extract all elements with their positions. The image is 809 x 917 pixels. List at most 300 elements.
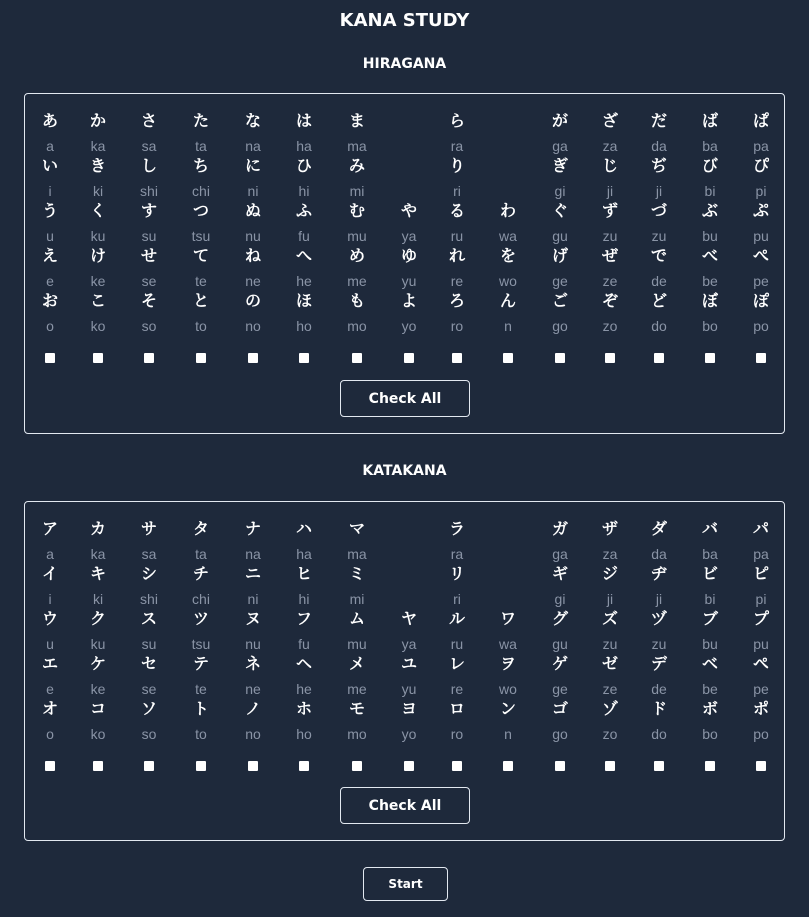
romaji-label: no [245,318,261,334]
katakana-column-checkbox[interactable] [654,761,664,771]
romaji-label: ku [90,228,106,244]
romaji-label: pu [753,636,769,652]
kana-char: ざ [601,111,618,130]
kana-char: ゆ [400,246,417,265]
romaji-label: mo [347,726,367,742]
kana-char: も [348,291,365,310]
romaji-label: gu [552,228,568,244]
hiragana-column [535,94,585,433]
kana-char: ツ [192,609,209,628]
hiragana-column-checkbox[interactable] [93,353,103,363]
romaji-label: zu [651,636,667,652]
romaji-label: a [46,138,54,154]
kana-char: お [41,291,58,310]
romaji-label: tsu [191,636,211,652]
romaji-label: ne [245,273,261,289]
kana-char: ぺ [752,246,769,265]
romaji-label: he [296,273,312,289]
kana-char: ほ [295,291,312,310]
romaji-label: me [347,273,367,289]
romaji-label: zu [651,228,667,244]
romaji-label: ga [552,546,568,562]
kana-char: ダ [650,519,667,538]
romaji-label: me [347,681,367,697]
kana-char: ゴ [551,699,568,718]
romaji-label: o [46,318,54,334]
romaji-label: re [450,273,464,289]
romaji-label: wa [499,228,517,244]
romaji-label: yu [401,681,417,697]
romaji-label: nu [245,636,261,652]
katakana-column-checkbox[interactable] [756,761,766,771]
katakana-column [279,502,329,840]
kana-char: べ [701,246,718,265]
romaji-label: pa [753,138,769,154]
katakana-column [73,502,123,840]
romaji-label: de [651,681,667,697]
hiragana-column-checkbox[interactable] [299,353,309,363]
kana-char: ろ [448,291,465,310]
hiragana-column [634,94,684,433]
kana-char: ズ [601,609,618,628]
romaji-label: ko [90,726,106,742]
kana-char: じ [601,156,618,175]
kana-char: ヘ [295,654,312,673]
kana-char: き [89,156,106,175]
kana-char: ス [140,609,157,628]
app-title: KANA STUDY [339,10,470,31]
romaji-label: ru [450,636,464,652]
katakana-column-checkbox[interactable] [705,761,715,771]
romaji-label: ta [195,138,207,154]
kana-char: ぎ [551,156,568,175]
romaji-label: su [141,228,157,244]
katakana-column-checkbox[interactable] [248,761,258,771]
kana-char: ヌ [244,609,261,628]
romaji-label: ki [92,183,104,199]
romaji-label: he [296,681,312,697]
romaji-label: ra [450,138,464,154]
kana-char: ば [701,111,718,130]
hiragana-column-checkbox[interactable] [248,353,258,363]
romaji-label: mi [349,591,365,607]
romaji-label: hi [298,183,310,199]
romaji-label: ha [296,546,312,562]
romaji-label: do [651,726,667,742]
romaji-label: u [46,228,54,244]
kana-char: カ [89,519,106,538]
romaji-label: ya [401,228,417,244]
kana-char: ホ [295,699,312,718]
kana-char: へ [295,246,312,265]
romaji-label: ba [702,546,718,562]
katakana-column-checkbox[interactable] [452,761,462,771]
romaji-label: pe [753,681,769,697]
kana-char: キ [89,564,106,583]
kana-char: ギ [551,564,568,583]
kana-char: ム [348,609,365,628]
hiragana-column-checkbox[interactable] [705,353,715,363]
romaji-label: wo [499,681,517,697]
katakana-column-checkbox[interactable] [605,761,615,771]
kana-char: パ [752,519,769,538]
kana-char: み [348,156,365,175]
hiragana-column [736,94,786,433]
romaji-label: n [504,726,512,742]
kana-char: さ [140,111,157,130]
kana-char: ク [89,609,106,628]
kana-char: わ [499,201,516,220]
romaji-label: se [141,273,157,289]
romaji-label: tsu [191,228,211,244]
romaji-label: ma [347,546,367,562]
romaji-label: ka [90,138,106,154]
kana-char: り [448,156,465,175]
romaji-label: go [552,318,568,334]
hiragana-column [25,94,75,433]
kana-char: ら [448,111,465,130]
katakana-column [535,502,585,840]
romaji-label: no [245,726,261,742]
katakana-column [634,502,684,840]
katakana-column-checkbox[interactable] [93,761,103,771]
romaji-label: gu [552,636,568,652]
kana-char: れ [448,246,465,265]
katakana-panel [24,501,785,841]
romaji-label: gi [554,183,566,199]
hiragana-panel [24,93,785,434]
hiragana-column-checkbox[interactable] [756,353,766,363]
kana-char: メ [348,654,365,673]
kana-char: ヲ [499,654,516,673]
kana-char: だ [650,111,667,130]
katakana-column-checkbox[interactable] [144,761,154,771]
kana-char: ポ [752,699,769,718]
romaji-label: yo [401,726,417,742]
kana-char: ぶ [701,201,718,220]
kana-char: ゾ [601,699,618,718]
romaji-label: pi [755,183,767,199]
kana-char: ノ [244,699,261,718]
romaji-label: pi [755,591,767,607]
romaji-label: da [651,138,667,154]
kana-char: タ [192,519,209,538]
kana-char: び [701,156,718,175]
kana-char: え [41,246,58,265]
kana-char: コ [89,699,106,718]
kana-char: ん [499,291,516,310]
kana-char: と [192,291,209,310]
kana-char: ミ [348,564,365,583]
kana-char: ラ [448,519,465,538]
kana-char: ペ [752,654,769,673]
kana-char: そ [140,291,157,310]
romaji-label: zu [602,636,618,652]
kana-char: ゼ [601,654,618,673]
kana-char: こ [89,291,106,310]
kana-char: ぞ [601,291,618,310]
katakana-column-checkbox[interactable] [352,761,362,771]
romaji-label: ni [247,591,259,607]
hiragana-column-checkbox[interactable] [404,353,414,363]
katakana-column [124,502,174,840]
kana-char: た [192,111,209,130]
kana-char: ニ [244,564,261,583]
romaji-label: so [141,726,157,742]
hiragana-check-all-button[interactable]: Check All [340,380,470,417]
hiragana-column-checkbox[interactable] [45,353,55,363]
hiragana-section-title: HIRAGANA [362,56,447,72]
kana-char: は [295,111,312,130]
katakana-column [228,502,278,840]
katakana-column [585,502,635,840]
hiragana-column-checkbox[interactable] [196,353,206,363]
romaji-label: ro [450,726,464,742]
romaji-label: be [702,681,718,697]
kana-char: が [551,111,568,130]
kana-char: サ [140,519,157,538]
romaji-label: wa [499,636,517,652]
romaji-label: ze [602,273,618,289]
kana-char: ヒ [295,564,312,583]
romaji-label: ni [247,183,259,199]
katakana-column-checkbox[interactable] [404,761,414,771]
kana-char: バ [701,519,718,538]
romaji-label: do [651,318,667,334]
romaji-label: ze [602,681,618,697]
romaji-label: po [753,726,769,742]
kana-char: ぐ [551,201,568,220]
kana-char: マ [348,519,365,538]
romaji-label: pu [753,228,769,244]
romaji-label: sa [141,138,157,154]
katakana-column-checkbox[interactable] [196,761,206,771]
kana-char: ブ [701,609,718,628]
kana-char: む [348,201,365,220]
kana-char: め [348,246,365,265]
romaji-label: za [602,546,618,562]
romaji-label: ge [552,681,568,697]
romaji-label: ge [552,273,568,289]
kana-char: な [244,111,261,130]
kana-char: エ [41,654,58,673]
romaji-label: na [245,138,261,154]
kana-char: け [89,246,106,265]
kana-char: ロ [448,699,465,718]
romaji-label: ho [296,318,312,334]
romaji-label: ji [655,183,663,199]
kana-char: ぷ [752,201,769,220]
kana-char: を [499,246,516,265]
kana-char: ぢ [650,156,667,175]
kana-char: ヂ [650,564,667,583]
romaji-label: bo [702,726,718,742]
kana-char: ぴ [752,156,769,175]
romaji-label: o [46,726,54,742]
kana-char: ぼ [701,291,718,310]
kana-char: ナ [244,519,261,538]
romaji-label: e [46,273,54,289]
kana-char: の [244,291,261,310]
kana-char: オ [41,699,58,718]
romaji-label: ke [90,273,106,289]
kana-char: ベ [701,654,718,673]
katakana-column [483,502,533,840]
kana-char: ヨ [400,699,417,718]
romaji-label: mu [347,636,367,652]
hiragana-column-checkbox[interactable] [654,353,664,363]
romaji-label: ku [90,636,106,652]
romaji-label: zu [602,228,618,244]
kana-char: ぜ [601,246,618,265]
hiragana-column [685,94,735,433]
hiragana-column [124,94,174,433]
katakana-column-checkbox[interactable] [503,761,513,771]
romaji-label: wo [499,273,517,289]
kana-char: あ [41,111,58,130]
romaji-label: e [46,681,54,697]
romaji-label: ke [90,681,106,697]
romaji-label: shi [140,591,158,607]
kana-char: ト [192,699,209,718]
romaji-label: nu [245,228,261,244]
kana-char: ぬ [244,201,261,220]
kana-char: げ [551,246,568,265]
romaji-label: bu [702,636,718,652]
kana-char: リ [448,564,465,583]
kana-char: に [244,156,261,175]
hiragana-column-checkbox[interactable] [605,353,615,363]
romaji-label: be [702,273,718,289]
romaji-label: i [48,591,52,607]
romaji-label: te [195,681,207,697]
hiragana-column [279,94,329,433]
romaji-label: mi [349,183,365,199]
kana-char: ど [650,291,667,310]
romaji-label: zo [602,318,618,334]
romaji-label: ga [552,138,568,154]
kana-char: ち [192,156,209,175]
kana-char: ハ [295,519,312,538]
kana-char: ね [244,246,261,265]
romaji-label: i [48,183,52,199]
kana-char: ウ [41,609,58,628]
romaji-label: pa [753,546,769,562]
kana-char: レ [448,654,465,673]
kana-char: セ [140,654,157,673]
kana-char: ご [551,291,568,310]
romaji-label: ru [450,228,464,244]
kana-char: ず [601,201,618,220]
hiragana-column-checkbox[interactable] [144,353,154,363]
romaji-label: ri [453,183,461,199]
romaji-label: da [651,546,667,562]
romaji-label: na [245,546,261,562]
katakana-column-checkbox[interactable] [555,761,565,771]
kana-char: ネ [244,654,261,673]
kana-char: ケ [89,654,106,673]
katakana-column-checkbox[interactable] [45,761,55,771]
romaji-label: bi [704,591,716,607]
romaji-label: a [46,546,54,562]
kana-char: ワ [499,609,516,628]
kana-char: す [140,201,157,220]
romaji-label: ro [450,318,464,334]
kana-char: ソ [140,699,157,718]
kana-char: ガ [551,519,568,538]
romaji-label: ta [195,546,207,562]
katakana-column [25,502,75,840]
romaji-label: zo [602,726,618,742]
kana-char: ま [348,111,365,130]
romaji-label: bo [702,318,718,334]
kana-char: ピ [752,564,769,583]
kana-char: ふ [295,201,312,220]
start-button[interactable]: Start [363,867,448,901]
kana-char: ビ [701,564,718,583]
kana-char: で [650,246,667,265]
romaji-label: ji [606,183,614,199]
kana-char: し [140,156,157,175]
romaji-label: hi [298,591,310,607]
romaji-label: chi [192,591,210,607]
katakana-column-checkbox[interactable] [299,761,309,771]
kana-char: ボ [701,699,718,718]
romaji-label: chi [192,183,210,199]
kana-char: テ [192,654,209,673]
romaji-label: ji [606,591,614,607]
romaji-label: mo [347,318,367,334]
romaji-label: su [141,636,157,652]
kana-char: く [89,201,106,220]
hiragana-column-checkbox[interactable] [452,353,462,363]
katakana-column [736,502,786,840]
kana-char: フ [295,609,312,628]
romaji-label: de [651,273,667,289]
hiragana-column-checkbox[interactable] [555,353,565,363]
hiragana-column-checkbox[interactable] [503,353,513,363]
kana-char: つ [192,201,209,220]
kana-char: ン [499,699,516,718]
romaji-label: po [753,318,769,334]
romaji-label: n [504,318,512,334]
romaji-label: bu [702,228,718,244]
romaji-label: sa [141,546,157,562]
romaji-label: ha [296,138,312,154]
romaji-label: to [195,318,207,334]
kana-char: イ [41,564,58,583]
katakana-column [176,502,226,840]
hiragana-column [73,94,123,433]
kana-char: か [89,111,106,130]
romaji-label: fu [298,228,310,244]
kana-char: ジ [601,564,618,583]
kana-char: ザ [601,519,618,538]
kana-char: い [41,156,58,175]
katakana-check-all-button[interactable]: Check All [340,787,470,824]
katakana-column [685,502,735,840]
romaji-label: re [450,681,464,697]
kana-char: せ [140,246,157,265]
kana-char: デ [650,654,667,673]
romaji-label: pe [753,273,769,289]
romaji-label: ki [92,591,104,607]
katakana-section-title: KATAKANA [362,463,447,479]
kana-char: ヅ [650,609,667,628]
kana-char: ヤ [400,609,417,628]
romaji-label: ho [296,726,312,742]
hiragana-column-checkbox[interactable] [352,353,362,363]
